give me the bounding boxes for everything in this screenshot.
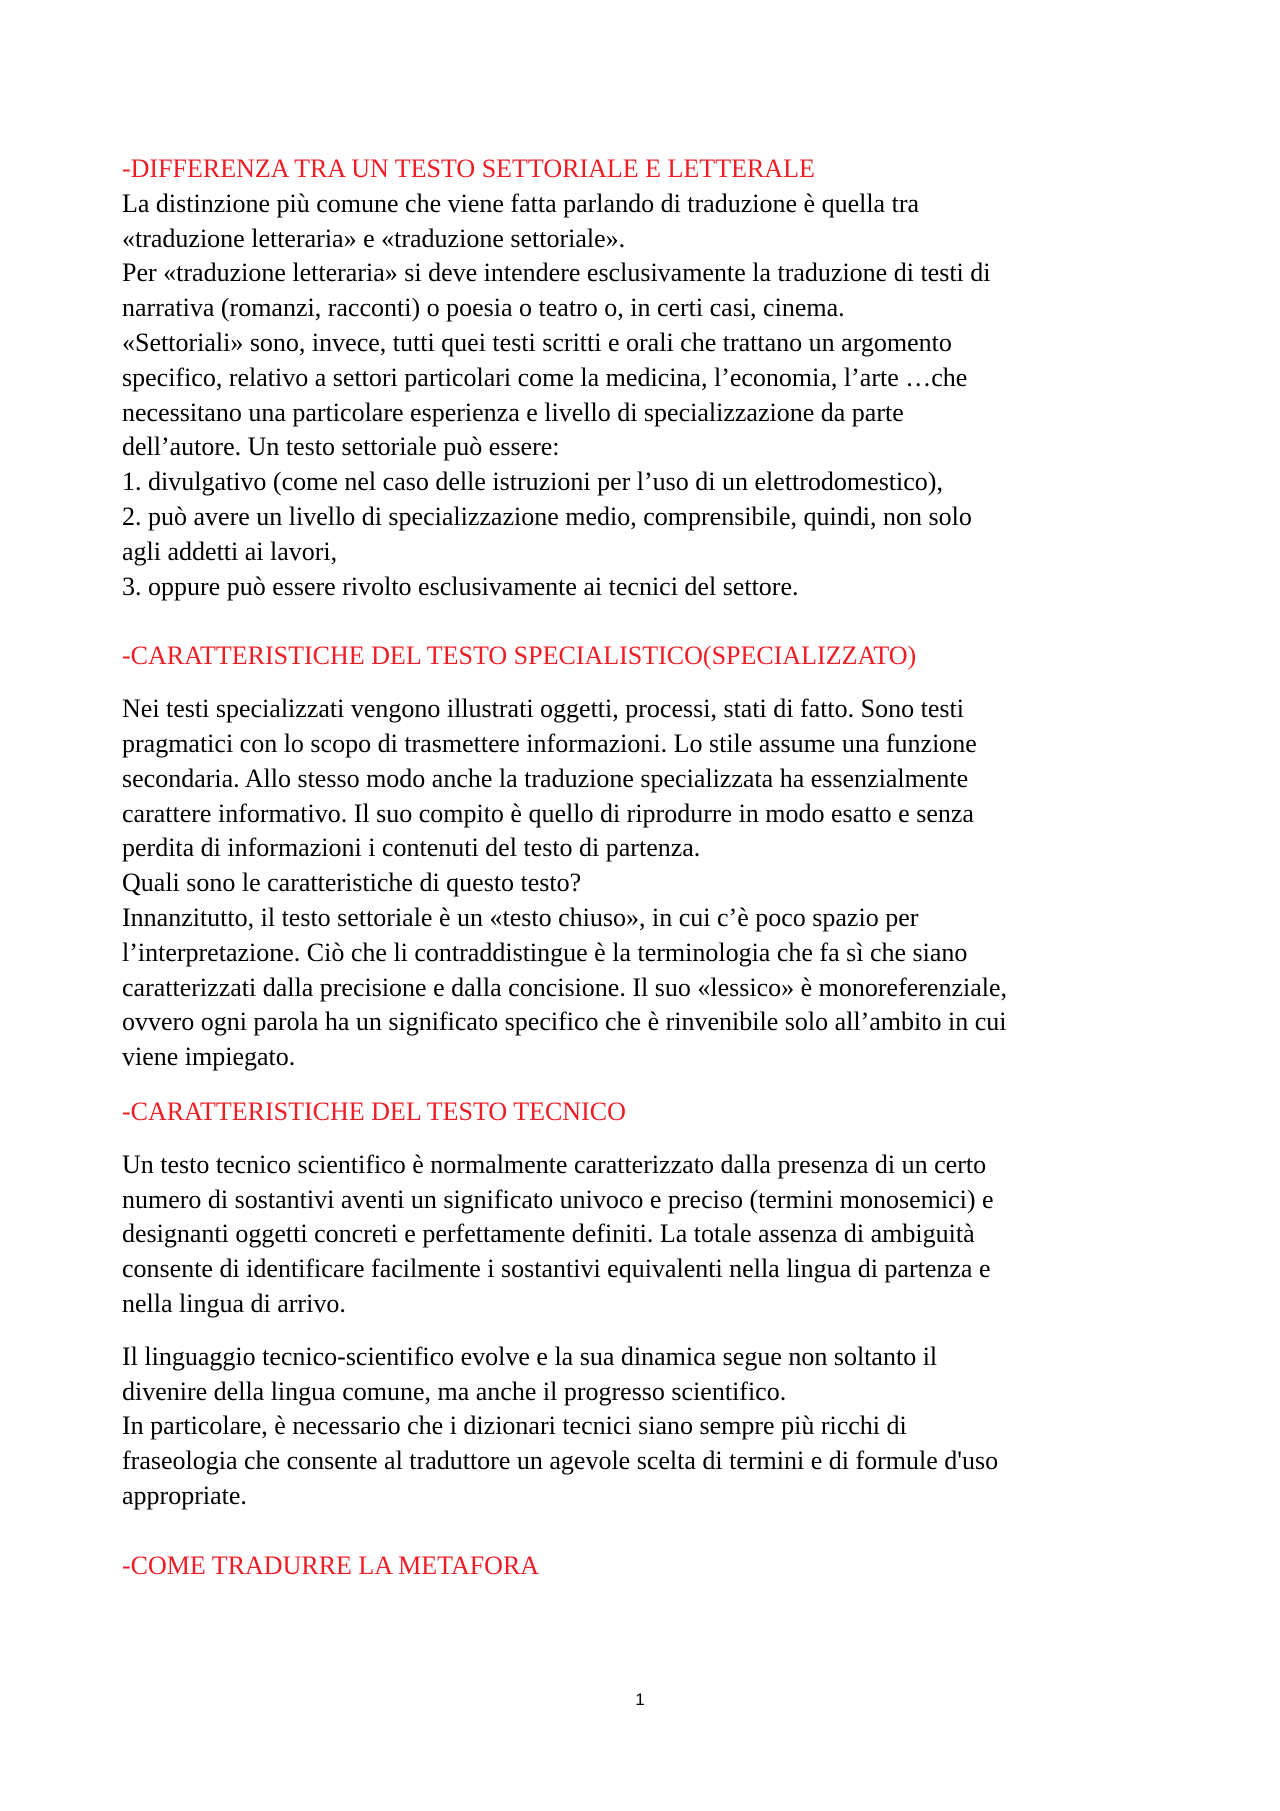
text-line: Innanzitutto, il testo settoriale è un «testo chiuso», in cui c’è poco spazio per: [122, 902, 919, 932]
text-line: designanti oggetti concreti e perfettamente definiti. La totale assenza di ambiguità: [122, 1219, 975, 1249]
text-line: nella lingua di arrivo.: [122, 1288, 346, 1318]
paragraph-differenza: [122, 187, 1162, 605]
section-title-tecnico: -CARATTERISTICHE DEL TESTO TECNICO: [122, 1096, 626, 1126]
spacer: [122, 1514, 1162, 1549]
text-line: Nei testi specializzati vengono illustrati oggetti, processi, stati di fatto. Sono testi: [122, 694, 964, 724]
text-line: secondaria. Allo stesso modo anche la traduzione specializzata ha essenzialmente: [122, 763, 969, 793]
spacer: [122, 604, 1162, 639]
text-line: «Settoriali» sono, invece, tutti quei testi scritti e orali che trattano un argomento: [122, 327, 952, 357]
spacer: [122, 1075, 1162, 1095]
paragraph-specialistico: [122, 692, 1162, 1075]
text-line: carattere informativo. Il suo compito è quello di riprodurre in modo esatto e senza: [122, 798, 974, 828]
spacer: [122, 674, 1162, 692]
text-line: In particolare, è necessario che i dizionari tecnici siano sempre più ricchi di: [122, 1411, 907, 1441]
text-line: l’interpretazione. Ciò che li contraddistingue è la terminologia che fa sì che siano: [122, 937, 968, 967]
text-line: La distinzione più comune che viene fatta parlando di traduzione è quella tra: [122, 188, 920, 218]
text-line: caratterizzati dalla precisione e dalla concisione. Il suo «lessico» è monoreferenziale,: [122, 972, 1008, 1002]
text-line: fraseologia che consente al traduttore un agevole scelta di termini e di formule d'uso: [122, 1446, 999, 1476]
list-item-2: 2. può avere un livello di specializzazione medio, comprensibile, quindi, non solo: [122, 501, 972, 531]
section-title-differenza: -DIFFERENZA TRA UN TESTO SETTORIALE E LETTERALE: [122, 154, 815, 183]
text-line: necessitano una particolare esperienza e livello di specializzazione da parte: [122, 397, 904, 427]
text-line: appropriate.: [122, 1480, 247, 1510]
text-line: Un testo tecnico scientifico è normalmente caratterizzato dalla presenza di un certo: [122, 1149, 987, 1179]
text-line: narrativa (romanzi, racconti) o poesia o teatro o, in certi casi, cinema.: [122, 293, 845, 323]
section-title-specialistico: -CARATTERISTICHE DEL TESTO SPECIALISTICO(SPECIALIZZATO): [122, 641, 917, 671]
text-line: Per «traduzione letteraria» si deve intendere esclusivamente la traduzione di testi di: [122, 258, 991, 288]
list-item-2-continued: agli addetti ai lavori,: [122, 536, 338, 566]
text-line: Quali sono le caratteristiche di questo testo?: [122, 868, 582, 898]
text-line: pragmatici con lo scopo di trasmettere informazioni. Lo stile assume una funzione: [122, 728, 977, 758]
page-number: 1: [635, 1690, 645, 1709]
spacer: [122, 1130, 1162, 1148]
text-line: numero di sostantivi aventi un significato univoco e preciso (termini monosemici) e: [122, 1184, 994, 1214]
paragraph-tecnico-2: [122, 1340, 1162, 1514]
text-line: Il linguaggio tecnico-scientifico evolve e la sua dinamica segue non soltanto il: [122, 1341, 938, 1371]
list-item-1: 1. divulgativo (come nel caso delle istruzioni per l’uso di un elettrodomestico),: [122, 467, 943, 497]
text-line: perdita di informazioni i contenuti del testo di partenza.: [122, 833, 701, 863]
text-line: dell’autore. Un testo settoriale può essere:: [122, 432, 560, 462]
paragraph-tecnico-1: [122, 1148, 1162, 1322]
text-line: viene impiegato.: [122, 1042, 296, 1072]
spacer: [122, 1322, 1162, 1340]
text-line: divenire della lingua comune, ma anche il progresso scientifico.: [122, 1376, 787, 1406]
list-item-3: 3. oppure può essere rivolto esclusivamente ai tecnici del settore.: [122, 571, 799, 601]
page-content: [122, 152, 1162, 1583]
section-title-metafora: -COME TRADURRE LA METAFORA: [122, 1550, 540, 1580]
text-line: specifico, relativo a settori particolari come la medicina, l’economia, l’arte …che: [122, 362, 968, 392]
text-line: ovvero ogni parola ha un significato specifico che è rinvenibile solo all’ambito in cui: [122, 1007, 1007, 1037]
text-line: consente di identificare facilmente i sostantivi equivalenti nella lingua di partenza e: [122, 1254, 991, 1284]
text-line: «traduzione letteraria» e «traduzione settoriale».: [122, 223, 626, 253]
